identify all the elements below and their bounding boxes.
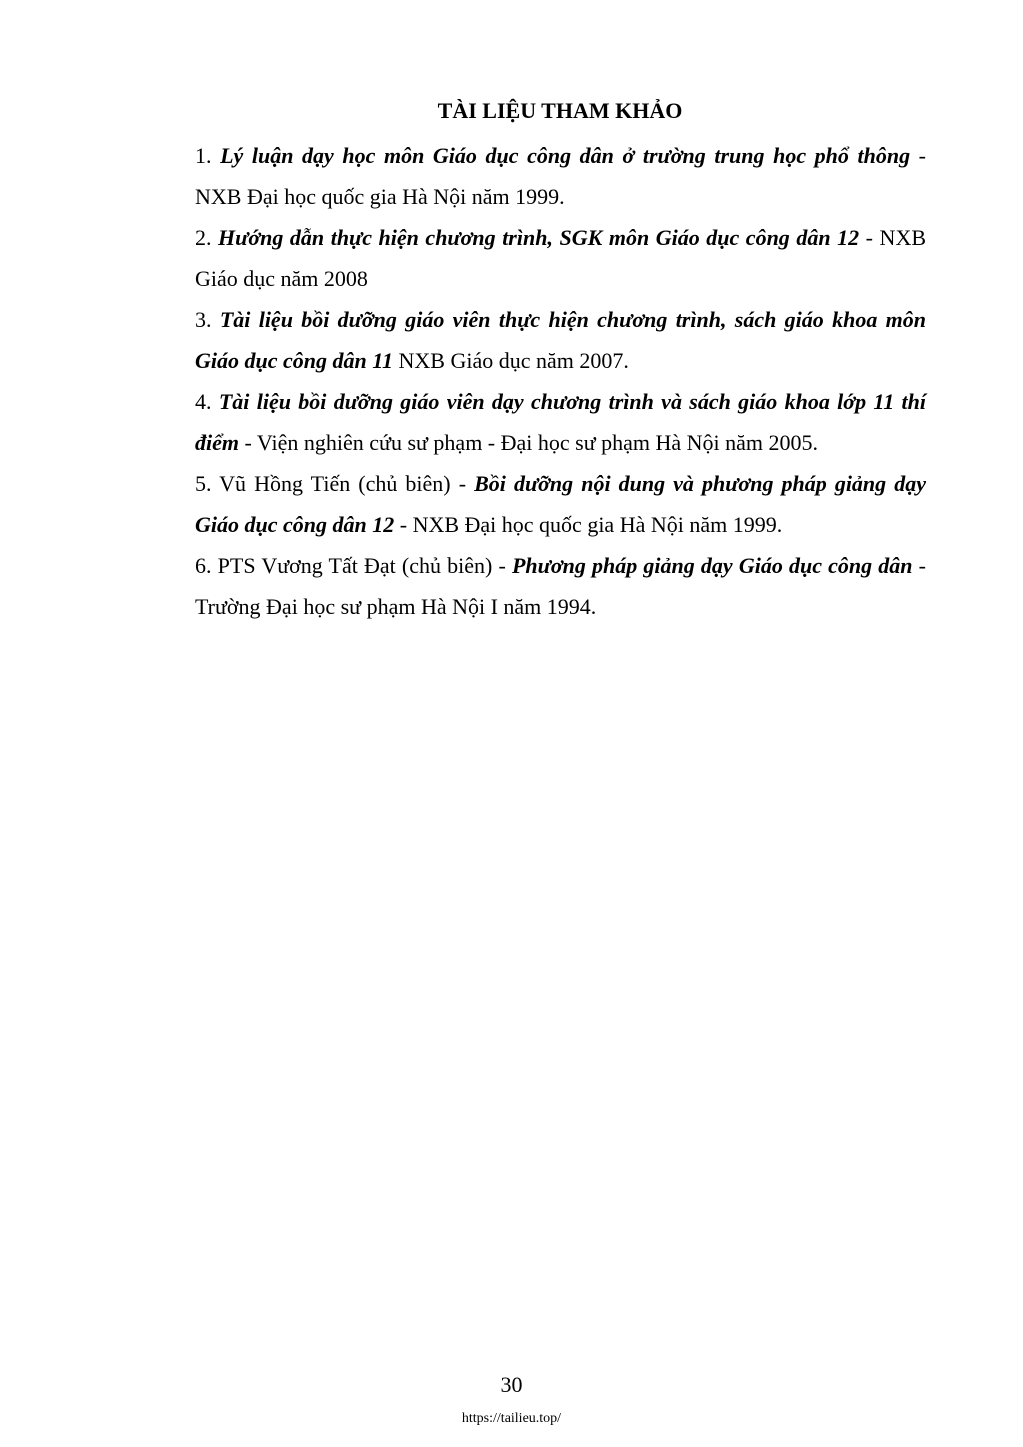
reference-list bbox=[195, 135, 926, 627]
reference-suffix: NXB Giáo dục năm 2007. bbox=[393, 348, 629, 373]
reference-suffix: - NXB Đại học quốc gia Hà Nội năm 1999. bbox=[195, 143, 927, 209]
reference-number: 1. bbox=[195, 143, 221, 168]
reference-number: 4. bbox=[195, 389, 219, 414]
reference-suffix: - NXB Giáo dục năm 2008 bbox=[195, 225, 927, 291]
reference-title: Phương pháp giảng dạy Giáo dục công dân bbox=[511, 553, 913, 578]
reference-suffix: - Trường Đại học sư phạm Hà Nội I năm 1994. bbox=[195, 553, 927, 619]
reference-item bbox=[195, 545, 926, 627]
reference-prefix: PTS Vương Tất Đạt (chủ biên) - bbox=[217, 553, 512, 578]
page-number: 30 bbox=[500, 1372, 523, 1397]
reference-title: Hướng dẫn thực hiện chương trình, SGK môn Giáo dục công dân 12 bbox=[218, 225, 860, 250]
reference-number: 5. bbox=[195, 471, 220, 496]
reference-title: Tài liệu bồi dưỡng giáo viên thực hiện chương trình, sách giáo khoa môn Giáo dục công dân 11 bbox=[195, 307, 926, 373]
reference-item bbox=[195, 135, 926, 217]
reference-item bbox=[195, 381, 926, 463]
reference-number: 2. bbox=[195, 225, 219, 250]
reference-title: Bồi dưỡng nội dung và phương pháp giảng dạy Giáo dục công dân 12 bbox=[195, 471, 926, 537]
page-title: TÀI LIỆU THAM KHẢO bbox=[437, 98, 683, 123]
reference-item bbox=[195, 217, 926, 299]
reference-number: 6. bbox=[195, 553, 218, 578]
reference-item bbox=[195, 299, 926, 381]
reference-prefix: Vũ Hồng Tiến (chủ biên) - bbox=[219, 471, 475, 496]
reference-suffix: - Viện nghiên cứu sư phạm - Đại học sư phạm Hà Nội năm 2005. bbox=[239, 430, 819, 455]
footer-url: https://tailieu.top/ bbox=[461, 1411, 562, 1426]
reference-title: Lý luận dạy học môn Giáo dục công dân ở trường trung học phổ thông bbox=[220, 143, 911, 168]
reference-number: 3. bbox=[195, 307, 220, 332]
reference-suffix: - NXB Đại học quốc gia Hà Nội năm 1999. bbox=[394, 512, 783, 537]
reference-title: Tài liệu bồi dưỡng giáo viên dạy chương trình và sách giáo khoa lớp 11 thí điểm bbox=[195, 389, 927, 455]
reference-item bbox=[195, 463, 926, 545]
